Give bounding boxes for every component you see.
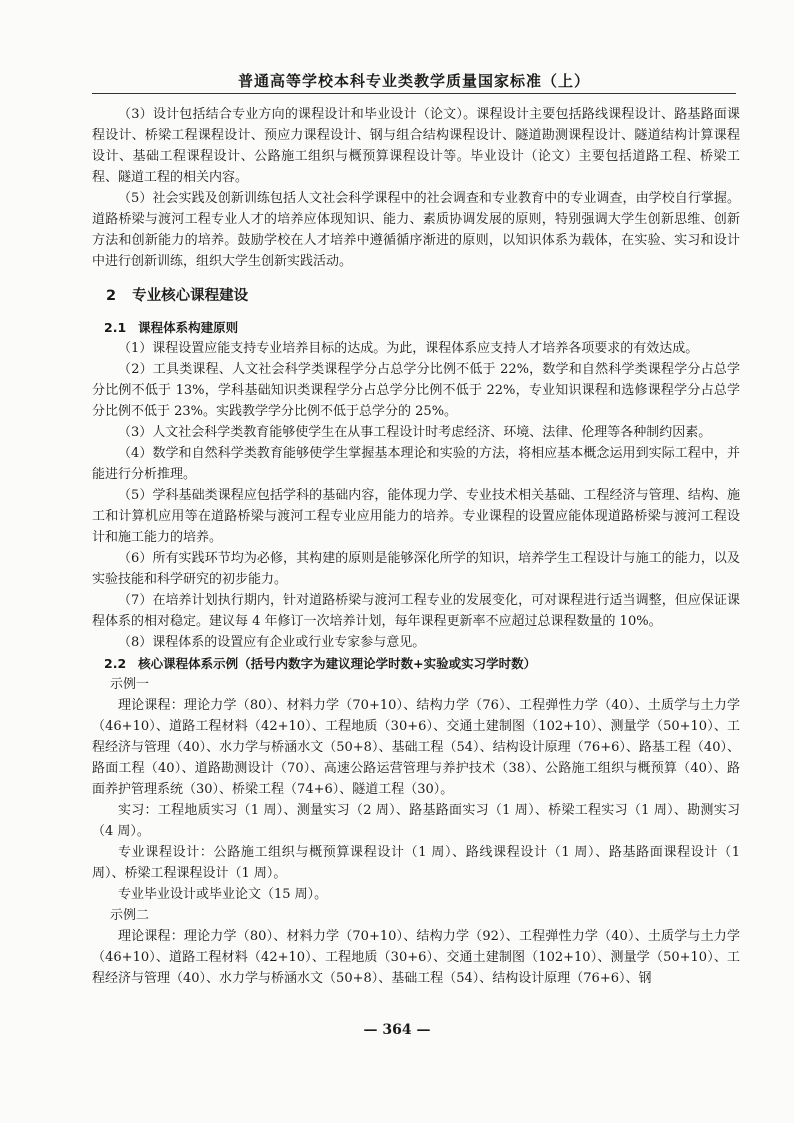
subsection-heading-2-1 xyxy=(92,317,740,338)
example-two-label: 示例二 xyxy=(110,908,150,923)
paragraph-design: （3）设计包括结合专业方向的课程设计和毕业设计（论文）。课程设计主要包括路线课程设计、路基路面课程设计、桥梁工程课程设计、预应力课程设计、钢与组合结构课程设计、隧道勘测课程设计、隧道结构计算课程设计、基础工程课程设计、公路施工组织与概预算课程设计等。毕业设计（论文）主要包括道路工程、桥梁工程、隧道工程的相关内容。 xyxy=(92,107,740,185)
principle-paragraph: （5）学科基础类课程应包括学科的基础内容，能体现力学、专业技术相关基础、工程经济与管理、结构、施工和计算机应用等在道路桥梁与渡河工程专业应用能力的培养。专业课程的设置应能体现道路桥梁与渡河工程设计和施工能力的培养。 xyxy=(92,488,740,545)
running-header: 普通高等学校本科专业类教学质量国家标准（上） xyxy=(237,72,590,90)
example-paragraph: 专业课程设计：公路施工组织与概预算课程设计（1 周）、路线课程设计（1 周）、路基路面课程设计（1 周）、桥梁工程课程设计（1 周）。 xyxy=(92,845,740,881)
subsection-number: 2.1 xyxy=(104,320,127,335)
example-paragraph: 理论课程：理论力学（80）、材料力学（70+10）、结构力学（92）、工程弹性力学（40）、土质学与土力学（46+10）、道路工程材料（42+10）、工程地质（30+6）、交通土建制图（102+10）、测量学（50+10）、工程经济与管理（40）、水力学与桥涵水文（50+8）、基础工程（54）、结构设计原理（76+6）、钢 xyxy=(92,929,740,986)
paragraph-social-practice: （5）社会实践及创新训练包括人文社会科学课程中的社会调查和专业教育中的专业调查，由学校自行掌握。道路桥梁与渡河工程专业人才的培养应体现知识、能力、素质协调发展的原则，特别强调大学生创新思维、创新方法和创新能力的培养。鼓励学校在人才培养中遵循循序渐进的原则，以知识体系为载体，在实验、实习和设计中进行创新训练，组织大学生创新实践活动。 xyxy=(92,191,740,269)
example-paragraph: 专业毕业设计或毕业论文（15 周）。 xyxy=(118,887,328,902)
section-heading-2 xyxy=(106,286,740,307)
principle-paragraph: （7）在培养计划执行期内，针对道路桥梁与渡河工程专业的发展变化，可对课程进行适当调整，但应保证课程体系的相对稳定。建议每 4 年修订一次培养计划，每年课程更新率不应超过总课程数量的 10%。 xyxy=(92,593,740,629)
principle-paragraph: （8）课程体系的设置应有企业或行业专家参与意见。 xyxy=(118,635,426,650)
example-one-label: 示例一 xyxy=(110,677,150,692)
principle-paragraph: （6）所有实践环节均为必修，其构建的原则是能够深化所学的知识，培养学生工程设计与施工的能力，以及实验技能和科学研究的初步能力。 xyxy=(92,551,740,587)
subsection-title: 核心课程体系示例（括号内数字为建议理论学时数+实验或实习学时数） xyxy=(138,656,537,671)
section-number: 2 xyxy=(106,288,117,304)
page-body xyxy=(92,104,740,989)
principle-paragraph: （4）数学和自然科学类教育能够使学生掌握基本理论和实验的方法，将相应基本概念运用到实际工程中，并能进行分析推理。 xyxy=(92,446,740,482)
principle-paragraph: （1）课程设置应能支持专业培养目标的达成。为此，课程体系应支持人才培养各项要求的有效达成。 xyxy=(118,341,699,356)
page-number: — 364 — xyxy=(363,1022,431,1038)
subsection-title: 课程体系构建原则 xyxy=(138,320,239,335)
section-title: 专业核心课程建设 xyxy=(132,288,249,304)
subsection-number: 2.2 xyxy=(104,656,127,671)
example-paragraph: 实习：工程地质实习（1 周）、测量实习（2 周）、路基路面实习（1 周）、桥梁工程实习（1 周）、勘测实习（4 周）。 xyxy=(92,803,740,839)
example-paragraph: 理论课程：理论力学（80）、材料力学（70+10）、结构力学（76）、工程弹性力学（40）、土质学与土力学（46+10）、道路工程材料（42+10）、工程地质（30+6）、交通土建制图（102+10）、测量学（50+10）、工程经济与管理（40）、水力学与桥涵水文（50+8）、基础工程（54）、结构设计原理（76+6）、路基工程（40）、路面工程（40）、道路勘测设计（70）、高速公路运营管理与养护技术（38）、公路施工组织与概预算（40）、路面养护管理系统（30）、桥梁工程（74+6）、隧道工程（30）。 xyxy=(92,698,740,797)
principle-paragraph: （3）人文社会科学类教育能够使学生在从事工程设计时考虑经济、环境、法律、伦理等各种制约因素。 xyxy=(118,425,712,440)
principle-paragraph: （2）工具类课程、人文社会科学类课程学分占总学分比例不低于 22%，数学和自然科学类课程学分占总学分比例不低于 13%，学科基础知识类课程学分占总学分比例不低于 22%，专业知识课程和选修课程学分占总学分比例不低于 23%。实践教学学分比例不低于总学分的 25%。 xyxy=(92,362,740,419)
header-rule xyxy=(92,93,736,94)
subsection-heading-2-2 xyxy=(92,653,740,674)
